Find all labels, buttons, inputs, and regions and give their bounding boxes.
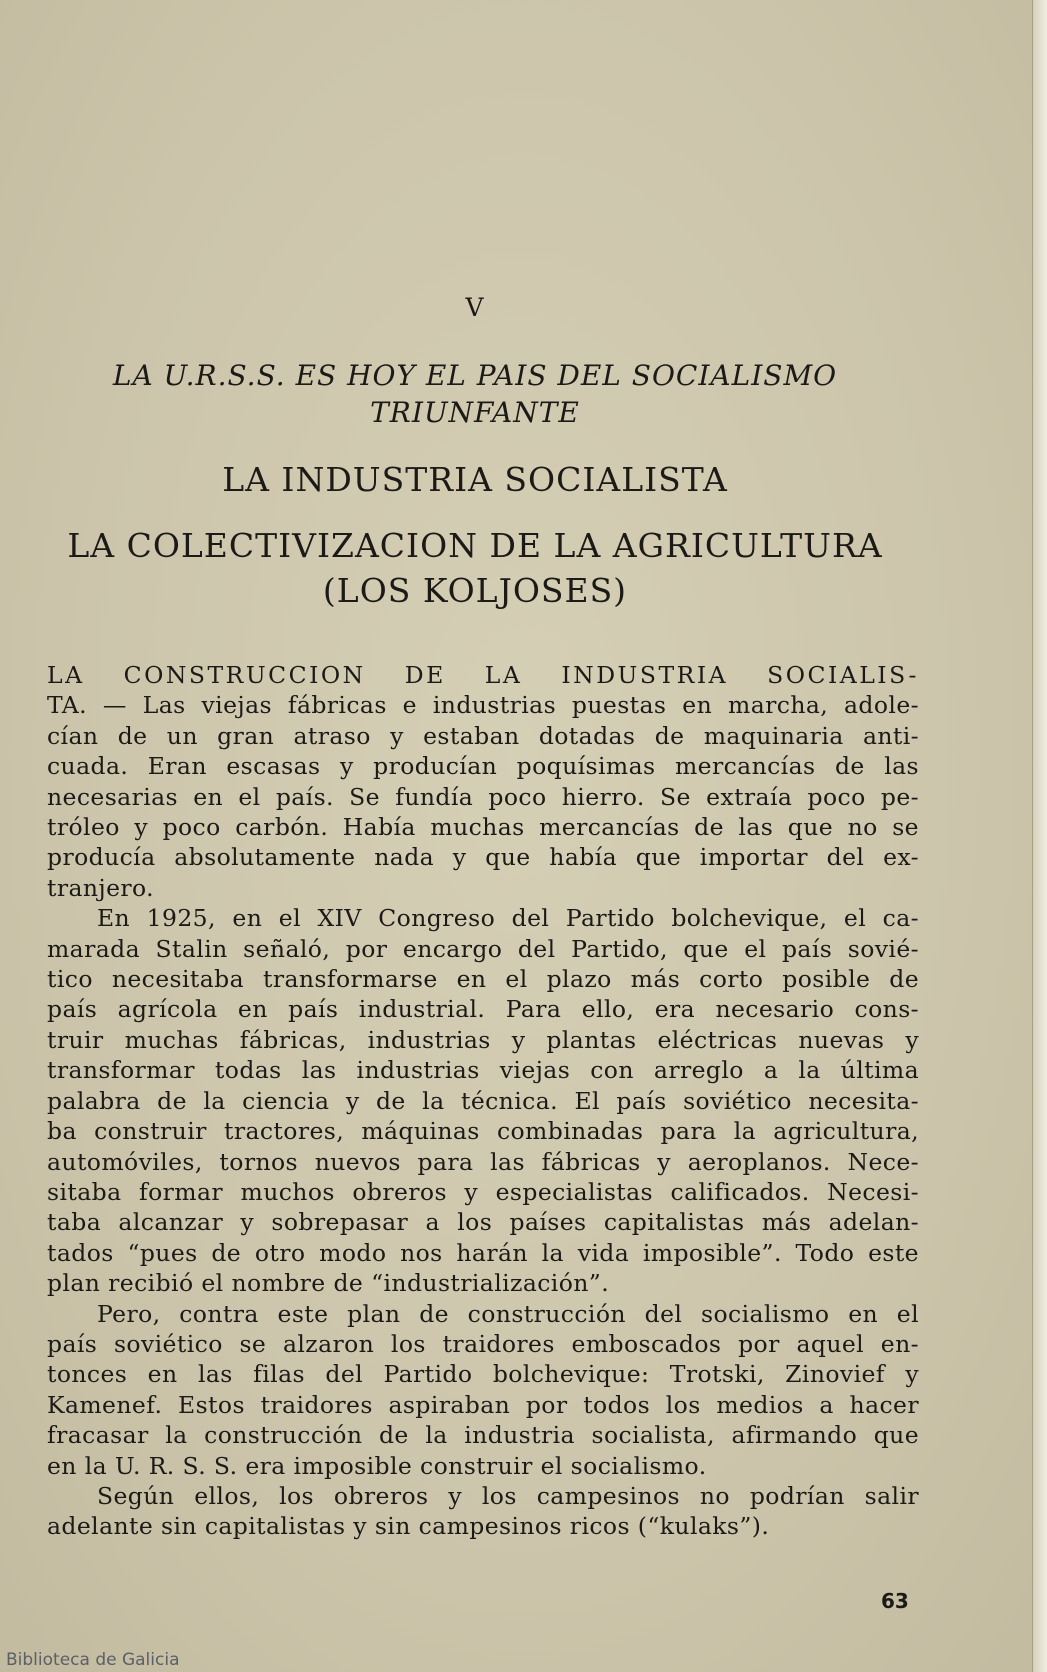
text-line: fracasar la construcción de la industria socialista, afirmando que bbox=[47, 1421, 919, 1450]
text-line: necesarias en el país. Se fundía poco hierro. Se extraía poco pe- bbox=[47, 782, 919, 811]
text-line: tranjero. bbox=[47, 873, 155, 902]
text-line: Según ellos, los obreros y los campesinos no podrían salir bbox=[97, 1481, 919, 1510]
text-line: En 1925, en el XIV Congreso del Partido bolchevique, el ca- bbox=[97, 904, 919, 933]
section-heading-industry: LA INDUSTRIA SOCIALISTA bbox=[222, 460, 728, 499]
text-line: en la U. R. S. S. era imposible construir el socialismo. bbox=[47, 1451, 707, 1480]
text-line: cuada. Eran escasas y producían poquísimas mercancías de las bbox=[47, 752, 919, 781]
text-line: automóviles, tornos nuevos para las fábricas y aeroplanos. Nece- bbox=[47, 1147, 919, 1176]
text-line: transformar todas las industrias viejas con arreglo a la última bbox=[47, 1056, 919, 1085]
chapter-title-line-2: TRIUNFANTE bbox=[370, 396, 580, 429]
section-heading-koljoses: (LOS KOLJOSES) bbox=[322, 571, 628, 610]
library-watermark: Biblioteca de Galicia bbox=[6, 1650, 180, 1670]
text-line: cían de un gran atraso y estaban dotadas de maquinaria anti- bbox=[47, 721, 919, 750]
text-line: TA. — Las viejas fábricas e industrias puestas en marcha, adole- bbox=[47, 691, 919, 720]
text-line: palabra de la ciencia y de la técnica. El país soviético necesita- bbox=[47, 1086, 919, 1115]
section-heading-collectivization: LA COLECTIVIZACION DE LA AGRICULTURA bbox=[67, 526, 883, 565]
chapter-number: V bbox=[465, 293, 485, 322]
text-line: producía absolutamente nada y que había que importar del ex- bbox=[47, 843, 919, 872]
text-line: LA CONSTRUCCION DE LA INDUSTRIA SOCIALIS- bbox=[47, 661, 919, 689]
text-line: tados “pues de otro modo nos harán la vida imposible”. Todo este bbox=[47, 1238, 919, 1267]
text-line: tróleo y poco carbón. Había muchas mercancías de las que no se bbox=[47, 813, 919, 842]
text-line: país soviético se alzaron los traidores emboscados por aquel en- bbox=[47, 1329, 919, 1358]
page-edge bbox=[1032, 0, 1047, 1672]
text-line: adelante sin capitalistas y sin campesinos ricos (“kulaks”). bbox=[47, 1512, 770, 1541]
text-line: tico necesitaba transformarse en el plazo más corto posible de bbox=[47, 965, 919, 994]
text-line: Kamenef. Estos traidores aspiraban por todos los medios a hacer bbox=[47, 1390, 919, 1419]
chapter-title-line-1: LA U.R.S.S. ES HOY EL PAIS DEL SOCIALISMO bbox=[112, 359, 838, 392]
page-number: 63 bbox=[881, 1589, 909, 1613]
text-line: tonces en las filas del Partido bolchevique: Trotski, Zinovief y bbox=[47, 1360, 919, 1389]
text-line: país agrícola en país industrial. Para ello, era necesario cons- bbox=[47, 995, 919, 1024]
text-line: sitaba formar muchos obreros y especialistas calificados. Necesi- bbox=[47, 1177, 919, 1206]
text-line: truir muchas fábricas, industrias y plantas eléctricas nuevas y bbox=[47, 1025, 919, 1054]
body-text bbox=[47, 660, 919, 1542]
text-line: Pero, contra este plan de construcción del socialismo en el bbox=[97, 1299, 919, 1328]
text-line: plan recibió el nombre de “industrialización”. bbox=[47, 1269, 610, 1298]
text-line: taba alcanzar y sobrepasar a los países capitalistas más adelan- bbox=[47, 1208, 919, 1237]
text-line: marada Stalin señaló, por encargo del Partido, que el país sovié- bbox=[47, 934, 919, 963]
text-line: ba construir tractores, máquinas combinadas para la agricultura, bbox=[47, 1117, 919, 1146]
